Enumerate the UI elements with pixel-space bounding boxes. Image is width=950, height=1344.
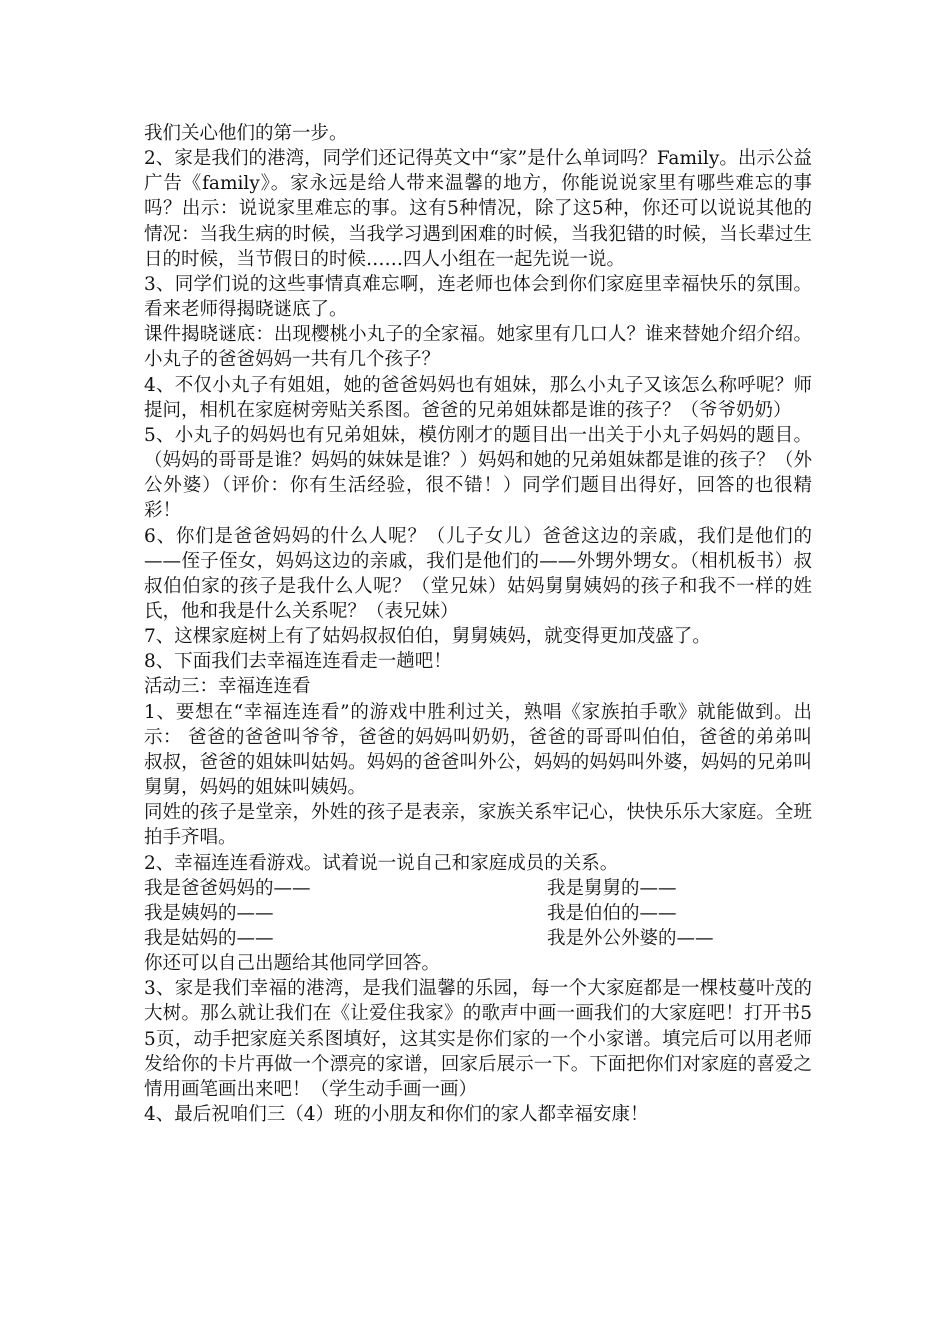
- prompt-right: 我是外公外婆的——: [547, 927, 714, 949]
- section-heading: 活动三：幸福连连看: [144, 676, 311, 698]
- paragraph: 我们关心他们的第一步。: [144, 123, 348, 144]
- prompt-left: 我是姨妈的——: [144, 902, 274, 924]
- prompt-right: 我是舅舅的——: [547, 877, 677, 899]
- paragraph: 7、这棵家庭树上有了姑妈叔叔伯伯，舅舅姨妈，就变得更加茂盛了。: [144, 626, 711, 648]
- paragraph: 5、小丸子的妈妈也有兄弟姐妹，模仿刚才的题目出一出关于小丸子妈妈的题目。（妈妈的哥哥是谁？妈妈的妹妹是谁？）妈妈和她的兄弟姐妹都是谁的孩子？（外公外婆）（评价：你有生活经验，很不错！）同学们题目出得好，回答的也很精彩！: [144, 424, 812, 522]
- paragraph: 8、下面我们去幸福连连看走一趟吧！: [144, 651, 452, 673]
- paragraph: 1、要想在“幸福连连看”的游戏中胜利过关，熟唱《家族拍手歌》就能做到。出示： 爸爸的爸爸叫爷爷，爸爸的妈妈叫奶奶，爸爸的哥哥叫伯伯，爸爸的弟弟叫叔叔，爸爸的姐妹叫姑妈。妈妈的爸爸叫外公，妈妈的妈妈叫外婆，妈妈的兄弟叫舅舅，妈妈的姐妹叫姨妈。: [144, 701, 812, 799]
- paragraph: 6、你们是爸爸妈妈的什么人呢？（儿子女儿）爸爸这边的亲戚，我们是他们的——侄子侄女，妈妈这边的亲戚，我们是他们的——外甥外甥女。（相机板书）叔叔伯伯家的孩子是我什么人呢？（堂兄妹）姑妈舅舅姨妈的孩子和我不一样的姓氏，他和我是什么关系呢？（表兄妹）: [144, 525, 812, 622]
- prompt-right: 我是伯伯的——: [547, 902, 677, 924]
- paragraph: 2、家是我们的港湾，同学们还记得英文中“家”是什么单词吗？Family。出示公益广告《family》。家永远是给人带来温馨的地方，你能说说家里有哪些难忘的事吗？出示：说说家里难忘的事。这有5种情况，除了这5种，你还可以说说其他的情况：当我生病的时候，当我学习遇到困难的时候，当我犯错的时候，当长辈过生日的时候，当节假日的时候……四人小组在一起先说一说。: [144, 148, 812, 270]
- relationship-prompts: [144, 876, 812, 951]
- prompt-row: [144, 876, 812, 901]
- document-page: [144, 121, 812, 1127]
- prompt-row: [144, 926, 812, 951]
- paragraph: 3、同学们说的这些事情真难忘啊，连老师也体会到你们家庭里幸福快乐的氛围。看来老师得揭晓谜底了。: [144, 273, 812, 321]
- prompt-row: [144, 901, 812, 926]
- paragraph: 4、不仅小丸子有姐姐，她的爸爸妈妈也有姐妹，那么小丸子又该怎么称呼呢？师提问，相机在家庭树旁贴关系图。爸爸的兄弟姐妹都是谁的孩子？（爷爷奶奶）: [144, 374, 812, 421]
- paragraph: 你还可以自己出题给其他同学回答。: [144, 953, 441, 975]
- paragraph: 课件揭晓谜底：出现樱桃小丸子的全家福。她家里有几口人？谁来替她介绍介绍。小丸子的爸爸妈妈一共有几个孩子？: [144, 324, 812, 371]
- paragraph: 2、幸福连连看游戏。试着说一说自己和家庭成员的关系。: [144, 852, 619, 874]
- prompt-left: 我是爸爸妈妈的——: [144, 877, 311, 899]
- prompt-left: 我是姑妈的——: [144, 927, 274, 949]
- paragraph: 3、家是我们幸福的港湾，是我们温馨的乐园，每一个大家庭都是一棵枝蔓叶茂的大树。那么就让我们在《让爱住我家》的歌声中画一画我们的大家庭吧！打开书55页，动手把家庭关系图填好，这其实是你们家的一个小家谱。填完后可以用老师发给你的卡片再做一个漂亮的家谱，回家后展示一下。下面把你们对家庭的喜爱之情用画笔画出来吧！（学生动手画一画）: [144, 978, 812, 1100]
- paragraph: 同姓的孩子是堂亲，外姓的孩子是表亲，家族关系牢记心，快快乐乐大家庭。全班拍手齐唱。: [144, 802, 812, 849]
- paragraph: 4、最后祝咱们三（4）班的小朋友和你们的家人都幸福安康！: [144, 1104, 649, 1126]
